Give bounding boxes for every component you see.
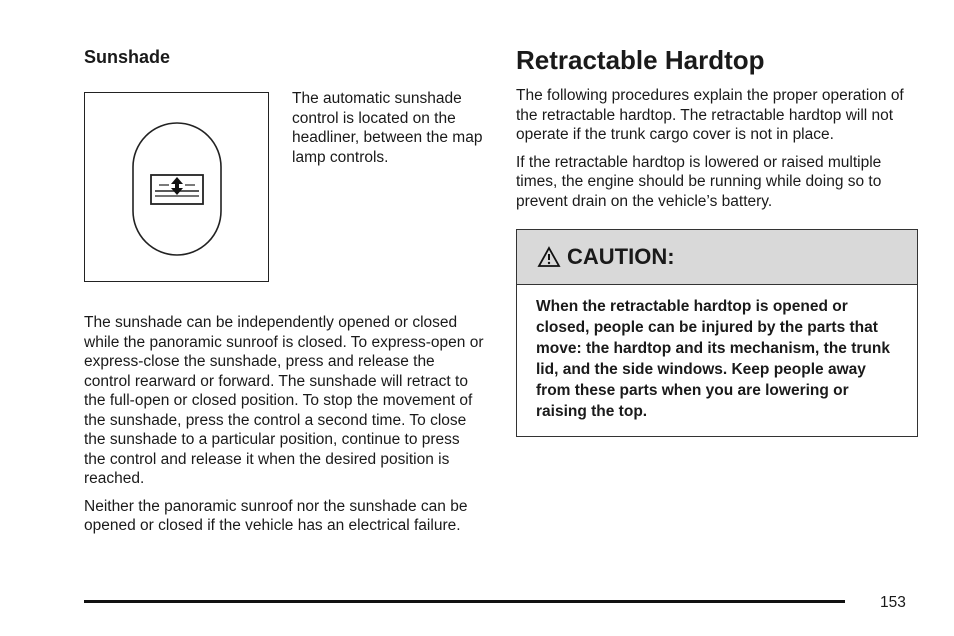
sunshade-paragraph-2: Neither the panoramic sunroof nor the sunshade can be opened or closed if the vehicle has an electrical failure. [84, 497, 468, 534]
sunshade-paragraph-1: The sunshade can be independently opened or closed while the panoramic sunroof is closed. To express-open or express-close the sunshade, press and release the control rearward or forward. The sunshade will retract to the full-open or closed position. To stop the movement of the sunshade, press the control a second time. To close the sunshade to a particular position, continue to press the control and release it when the desired position is reached. [84, 314, 484, 487]
page-number: 153 [880, 594, 906, 611]
caution-text: When the retractable hardtop is opened or closed, people can be injured by the parts that move: the hardtop and its mechanism, the trunk lid, and the side windows. Keep people away from these parts when you are lowering or raising the top. [536, 298, 890, 420]
figure-caption: The automatic sunshade control is located on the headliner, between the map lamp controls. [292, 90, 483, 166]
hardtop-paragraph-2: If the retractable hardtop is lowered or raised multiple times, the engine should be running while doing so to prevent drain on the vehicle’s battery. [516, 153, 882, 210]
hardtop-heading: Retractable Hardtop [516, 45, 765, 75]
hardtop-paragraph-1: The following procedures explain the proper operation of the retractable hardtop. The retractable hardtop will not operate if the trunk cargo cover is not in place. [516, 87, 904, 143]
sunshade-figure-row [84, 92, 484, 284]
warning-triangle-icon [537, 246, 561, 268]
footer-rule [84, 600, 845, 603]
sunshade-section [84, 44, 484, 536]
sunshade-heading: Sunshade [84, 47, 171, 67]
caution-title: CAUTION: [567, 244, 675, 269]
sunshade-figure [84, 92, 269, 282]
caution-header [517, 230, 917, 285]
sunshade-control-icon [85, 93, 267, 280]
caution-box [516, 229, 918, 437]
hardtop-section [516, 44, 918, 437]
